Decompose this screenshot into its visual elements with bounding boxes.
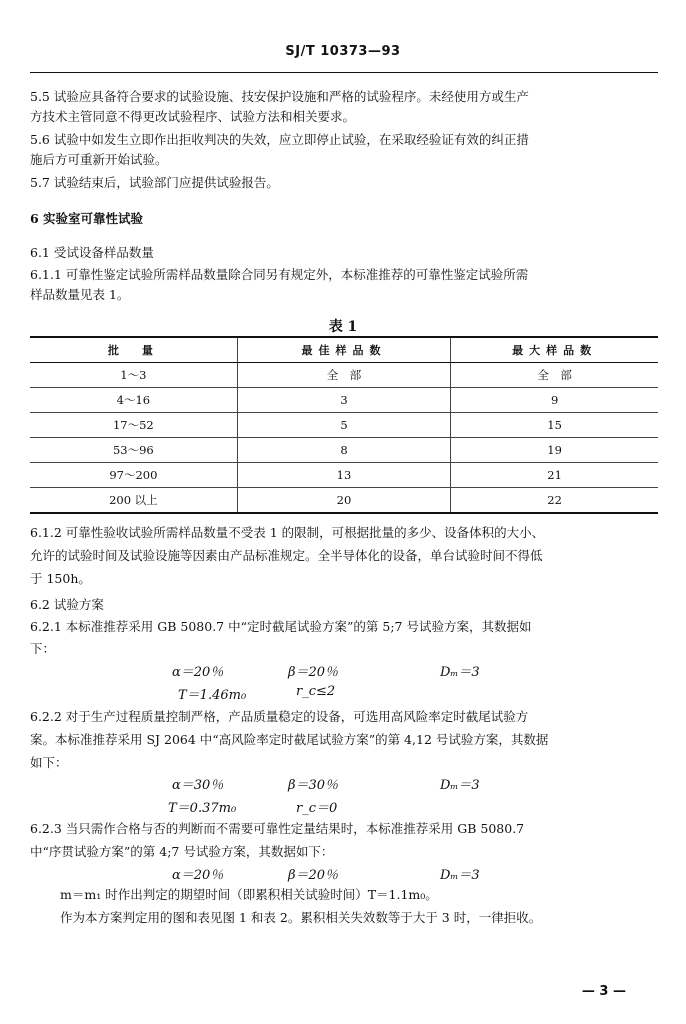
- section-6-2-heading: 6.2 试验方案: [30, 597, 104, 612]
- plan-1-reject-count: r_c≤2: [296, 684, 336, 699]
- clause-6-1-1-line-1: 6.1.1 可靠性鉴定试验所需样品数量除合同另有规定外，本标准推荐的可靠性鉴定试验所需: [30, 267, 529, 282]
- clause-5-7: 5.7 试验结束后，试验部门应提供试验报告。: [30, 175, 279, 190]
- clause-6-2-1-line-1: 6.2.1 本标准推荐采用 GB 5080.7 中“定时截尾试验方案”的第 5;7 号试验方案，其数据如: [30, 619, 532, 634]
- plan-2-alpha: α＝30％: [172, 778, 224, 793]
- table-cell: 17～52: [30, 413, 237, 438]
- clause-6-2-3-line-2: 中“序贯试验方案”的第 4;7 号试验方案，其数据如下：: [30, 844, 334, 859]
- table-cell: 97～200: [30, 463, 237, 488]
- table-cell: 9: [451, 388, 658, 413]
- plan-2-beta: β＝30％: [288, 778, 339, 793]
- table-header-row: [30, 337, 658, 363]
- table-cell: 全 部: [451, 363, 658, 388]
- header-rule: [30, 72, 658, 73]
- header-optimal-sample-count: 最佳样品数: [237, 337, 451, 363]
- table-row: [30, 463, 658, 488]
- plan-2-discrimination-ratio: Dₘ＝3: [440, 778, 480, 793]
- plan-3-beta: β＝20％: [288, 868, 339, 883]
- plan-1-alpha: α＝20％: [172, 665, 224, 680]
- plan-1-test-time: T＝1.46m₀: [178, 688, 247, 703]
- table-cell: 4～16: [30, 388, 237, 413]
- table-cell: 8: [237, 438, 451, 463]
- table-1-caption: 表 1: [328, 319, 358, 335]
- clause-6-1-1-line-2: 样品数量见表 1。: [30, 287, 130, 302]
- clause-6-1-2-line-1: 6.1.2 可靠性验收试验所需样品数量不受表 1 的限制，可根据批量的多少、设备体积的大小、: [30, 525, 545, 540]
- table-cell: 20: [237, 488, 451, 514]
- clause-6-1-2-line-2: 允许的试验时间及试验设施等因素由产品标准规定。全半导体化的设备，单台试验时间不得低: [30, 548, 543, 563]
- table-row: [30, 363, 658, 388]
- table-row: [30, 488, 658, 514]
- table-cell: 22: [451, 488, 658, 514]
- header-batch-size: 批 量: [30, 337, 237, 363]
- clause-5-6-line-1: 5.6 试验中如发生立即作出拒收判决的失效，应立即停止试验，在采取经验证有效的纠正措: [30, 132, 529, 147]
- table-cell: 53～96: [30, 438, 237, 463]
- plan-2-reject-count: r_c＝0: [296, 801, 338, 816]
- table-cell: 5: [237, 413, 451, 438]
- table-cell: 15: [451, 413, 658, 438]
- table-cell: 3: [237, 388, 451, 413]
- clause-6-2-3-line-3: m＝m₁ 时作出判定的期望时间（即累积相关试验时间）T＝1.1m₀。: [60, 887, 438, 902]
- table-1: [30, 336, 658, 514]
- clause-6-1-2-line-3: 于 150h。: [30, 571, 91, 586]
- page-number: — 3 —: [581, 984, 626, 999]
- clause-6-2-2-line-2: 案。本标准推荐采用 SJ 2064 中“高风险率定时截尾试验方案”的第 4,12 号试验方案，其数据: [30, 732, 549, 747]
- plan-2-test-time: T＝0.37m₀: [168, 801, 237, 816]
- section-6-heading: 6 实验室可靠性试验: [30, 211, 144, 226]
- header-max-sample-count: 最大样品数: [451, 337, 658, 363]
- clause-5-6-line-2: 施后方可重新开始试验。: [30, 152, 168, 167]
- clause-6-2-2-line-1: 6.2.2 对于生产过程质量控制严格，产品质量稳定的设备，可选用高风险率定时截尾试验方: [30, 709, 529, 724]
- table-row: [30, 413, 658, 438]
- table-cell: 19: [451, 438, 658, 463]
- document-code-header: SJ/T 10373—93: [285, 44, 401, 59]
- table-cell: 200 以上: [30, 488, 237, 514]
- table-cell: 全 部: [237, 363, 451, 388]
- clause-5-5-line-2: 方技术主管同意不得更改试验程序、试验方法和相关要求。: [30, 109, 356, 124]
- table-cell: 1～3: [30, 363, 237, 388]
- table-row: [30, 438, 658, 463]
- plan-1-beta: β＝20％: [288, 665, 339, 680]
- table-cell: 13: [237, 463, 451, 488]
- clause-6-2-3-line-4: 作为本方案判定用的图和表见图 1 和表 2。累积相关失效数等于大于 3 时，一律拒收。: [60, 910, 542, 925]
- table-row: [30, 388, 658, 413]
- clause-6-2-3-line-1: 6.2.3 当只需作合格与否的判断而不需要可靠性定量结果时，本标准推荐采用 GB 5080.7: [30, 821, 525, 836]
- clause-6-2-1-line-2: 下：: [30, 641, 56, 656]
- plan-3-discrimination-ratio: Dₘ＝3: [440, 868, 480, 883]
- section-6-1-heading: 6.1 受试设备样品数量: [30, 245, 154, 260]
- plan-3-alpha: α＝20％: [172, 868, 224, 883]
- clause-5-5-line-1: 5.5 试验应具备符合要求的试验设施、技安保护设施和严格的试验程序。未经使用方或生产: [30, 89, 529, 104]
- clause-6-2-2-line-3: 如下：: [30, 755, 68, 770]
- plan-1-discrimination-ratio: Dₘ＝3: [440, 665, 480, 680]
- table-cell: 21: [451, 463, 658, 488]
